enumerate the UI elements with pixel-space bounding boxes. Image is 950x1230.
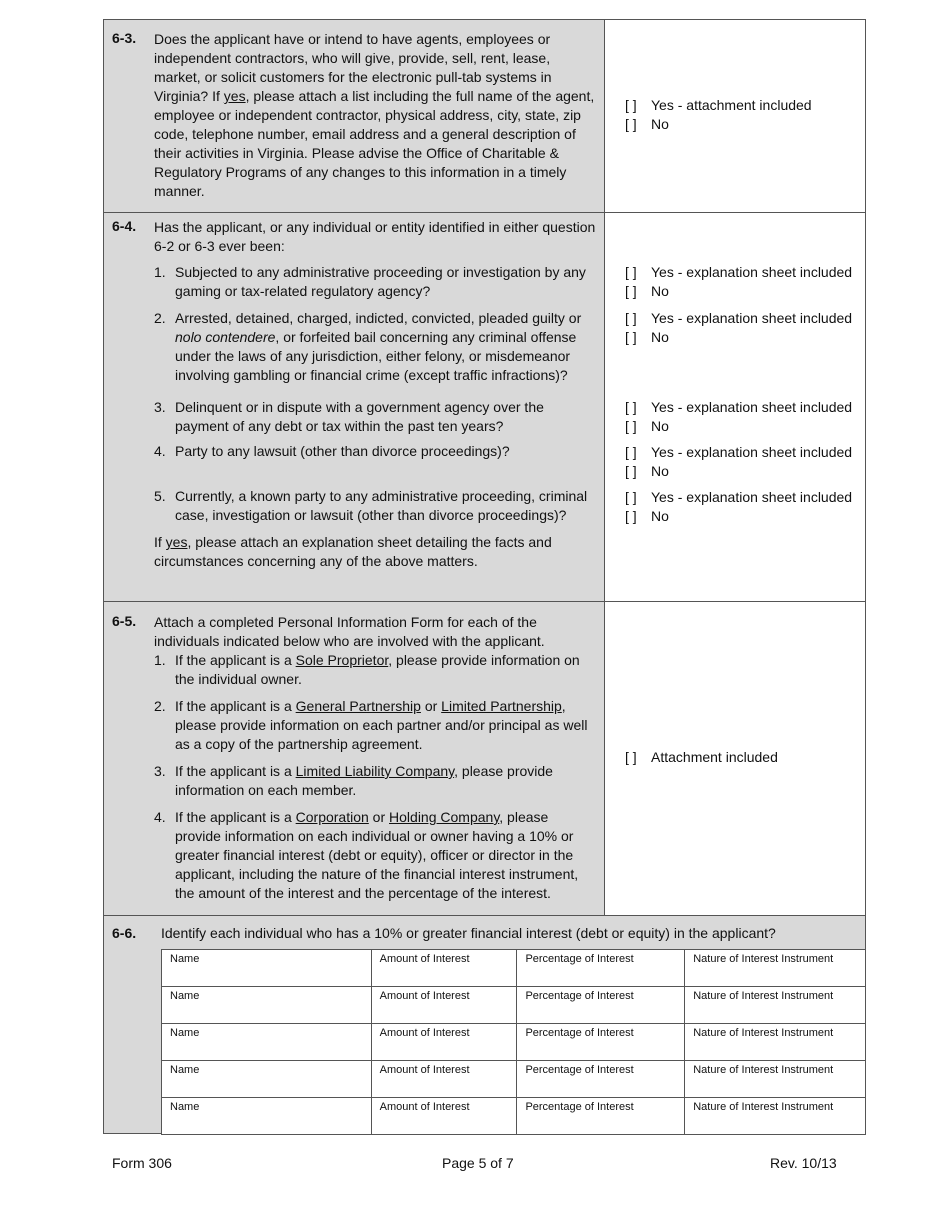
question-6-3 bbox=[104, 20, 865, 213]
answer-attachment[interactable]: [ ] Attachment included bbox=[625, 749, 778, 765]
table-row bbox=[162, 987, 866, 1024]
checkbox[interactable]: [ ] bbox=[625, 283, 637, 299]
answer-yes[interactable]: [ ] Yes - explanation sheet included bbox=[625, 489, 853, 505]
table-row bbox=[162, 1061, 866, 1098]
list-item: 3. Delinquent or in dispute with a government agency over the payment of any debt or tax within the past ten years? bbox=[154, 399, 544, 434]
question-6-5-text-cell bbox=[104, 602, 605, 915]
answer-yes[interactable]: [ ] Yes - explanation sheet included bbox=[625, 310, 853, 326]
list-item: 1. Subjected to any administrative proceeding or investigation by any gaming or tax-related regulatory agency? bbox=[154, 264, 586, 299]
question-6-5 bbox=[104, 602, 865, 916]
table-row bbox=[162, 950, 866, 987]
form-table bbox=[103, 19, 866, 1134]
question-number: 6-3. bbox=[112, 30, 137, 46]
table-cell[interactable]: Percentage of Interest bbox=[517, 1061, 685, 1098]
table-cell[interactable]: Percentage of Interest bbox=[517, 1024, 685, 1061]
checkbox[interactable]: [ ] bbox=[625, 463, 637, 479]
table-cell[interactable]: Percentage of Interest bbox=[517, 950, 685, 987]
question-number: 6-6. bbox=[112, 925, 137, 941]
table-cell[interactable]: Nature of Interest Instrument bbox=[685, 1024, 866, 1061]
checkbox[interactable]: [ ] bbox=[625, 399, 637, 415]
question-6-3-answer-cell bbox=[605, 20, 865, 212]
table-row bbox=[162, 1098, 866, 1135]
question-6-5-answer-cell bbox=[605, 602, 865, 915]
footer-form: Form 306 bbox=[112, 1155, 172, 1171]
table-cell[interactable]: Nature of Interest Instrument bbox=[685, 1061, 866, 1098]
checkbox[interactable]: [ ] bbox=[625, 97, 637, 113]
list-item: 2. If the applicant is a General Partnership or Limited Partnership, please provide information on each partner and/or principal as well as a copy of the partnership agreement. bbox=[154, 698, 588, 752]
interest-table bbox=[161, 949, 866, 1135]
table-cell[interactable]: Name bbox=[162, 1061, 372, 1098]
answer-no[interactable]: [ ] No bbox=[625, 329, 669, 345]
list-item: 5. Currently, a known party to any administrative proceeding, criminal case, investigation or lawsuit (other than divorce proceedings)? bbox=[154, 488, 588, 523]
table-cell[interactable]: Name bbox=[162, 1098, 372, 1135]
question-text: Does the applicant have or intend to have agents, employees or independent contractors, who will give, provide, sell, rent, lease, market, or solicit customers for the electronic pull-tab systems in Virginia? If yes, please attach a list including the full name of the agent, employee or independent contractor, physical address, city, state, zip code, telephone number, email address and a general description of their activities in Virginia. Please advise the Office of Charitable & Regulatory Programs of any changes to this information in a timely manner. bbox=[154, 31, 595, 199]
question-6-4-text-cell bbox=[104, 213, 605, 601]
table-cell[interactable]: Percentage of Interest bbox=[517, 987, 685, 1024]
question-number: 6-5. bbox=[112, 613, 137, 629]
list-item: 4. Party to any lawsuit (other than divorce proceedings)? bbox=[154, 443, 510, 459]
answer-yes[interactable]: [ ] Yes - explanation sheet included bbox=[625, 399, 853, 415]
table-cell[interactable]: Percentage of Interest bbox=[517, 1098, 685, 1135]
list-item: 3. If the applicant is a Limited Liability Company, please provide information on each member. bbox=[154, 763, 553, 798]
answer-yes[interactable]: [ ] Yes - attachment included bbox=[625, 97, 812, 113]
answer-no[interactable]: [ ] No bbox=[625, 508, 669, 524]
table-cell[interactable]: Amount of Interest bbox=[371, 1061, 517, 1098]
answer-no[interactable]: [ ] No bbox=[625, 116, 669, 132]
checkbox[interactable]: [ ] bbox=[625, 116, 637, 132]
answer-yes[interactable]: [ ] Yes - explanation sheet included bbox=[625, 444, 853, 460]
checkbox[interactable]: [ ] bbox=[625, 489, 637, 505]
question-6-6 bbox=[104, 916, 865, 1133]
question-intro: Attach a completed Personal Information Form for each of the individuals indicated below who are involved with the applicant. bbox=[154, 614, 545, 649]
list-item: 2. Arrested, detained, charged, indicted, convicted, pleaded guilty or nolo contendere, or forfeited bail concerning any criminal offense under the laws of any jurisdiction, either felony, or misdemeanor involving gambling or financial crime (except traffic infractions)? bbox=[154, 310, 582, 383]
answer-no[interactable]: [ ] No bbox=[625, 283, 669, 299]
question-intro: Has the applicant, or any individual or entity identified in either question 6-2 or 6-3 ever been: bbox=[154, 219, 596, 254]
table-row bbox=[162, 1024, 866, 1061]
table-cell[interactable]: Nature of Interest Instrument bbox=[685, 950, 866, 987]
checkbox[interactable]: [ ] bbox=[625, 264, 637, 280]
answer-no[interactable]: [ ] No bbox=[625, 463, 669, 479]
list-item: 4. If the applicant is a Corporation or Holding Company, please provide information on each individual or owner having a 10% or greater financial interest (debt or equity), officer or director in the applicant, including the nature of the financial interest instrument, the amount of the interest and the percentage of the interest. bbox=[154, 809, 579, 901]
table-cell[interactable]: Amount of Interest bbox=[371, 1098, 517, 1135]
table-cell[interactable]: Name bbox=[162, 987, 372, 1024]
table-cell[interactable]: Nature of Interest Instrument bbox=[685, 987, 866, 1024]
question-6-3-text-cell bbox=[104, 20, 605, 212]
answer-yes[interactable]: [ ] Yes - explanation sheet included bbox=[625, 264, 853, 280]
checkbox[interactable]: [ ] bbox=[625, 418, 637, 434]
checkbox[interactable]: [ ] bbox=[625, 444, 637, 460]
checkbox[interactable]: [ ] bbox=[625, 329, 637, 345]
table-cell[interactable]: Amount of Interest bbox=[371, 1024, 517, 1061]
checkbox[interactable]: [ ] bbox=[625, 508, 637, 524]
checkbox[interactable]: [ ] bbox=[625, 749, 637, 765]
table-cell[interactable]: Amount of Interest bbox=[371, 950, 517, 987]
question-6-4 bbox=[104, 213, 865, 602]
question-outro: If yes, please attach an explanation sheet detailing the facts and circumstances concerning any of the above matters. bbox=[154, 534, 552, 569]
table-cell[interactable]: Amount of Interest bbox=[371, 987, 517, 1024]
footer-page: Page 5 of 7 bbox=[442, 1155, 514, 1171]
question-6-4-answer-cell bbox=[605, 213, 865, 601]
list-item: 1. If the applicant is a Sole Proprietor, please provide information on the individual owner. bbox=[154, 652, 580, 687]
table-cell[interactable]: Nature of Interest Instrument bbox=[685, 1098, 866, 1135]
answer-no[interactable]: [ ] No bbox=[625, 418, 669, 434]
question-text: Identify each individual who has a 10% or greater financial interest (debt or equity) in the applicant? bbox=[161, 925, 776, 941]
table-cell[interactable]: Name bbox=[162, 950, 372, 987]
checkbox[interactable]: [ ] bbox=[625, 310, 637, 326]
table-cell[interactable]: Name bbox=[162, 1024, 372, 1061]
question-6-6-header bbox=[104, 916, 865, 949]
question-number: 6-4. bbox=[112, 218, 137, 234]
footer-rev: Rev. 10/13 bbox=[770, 1155, 837, 1171]
